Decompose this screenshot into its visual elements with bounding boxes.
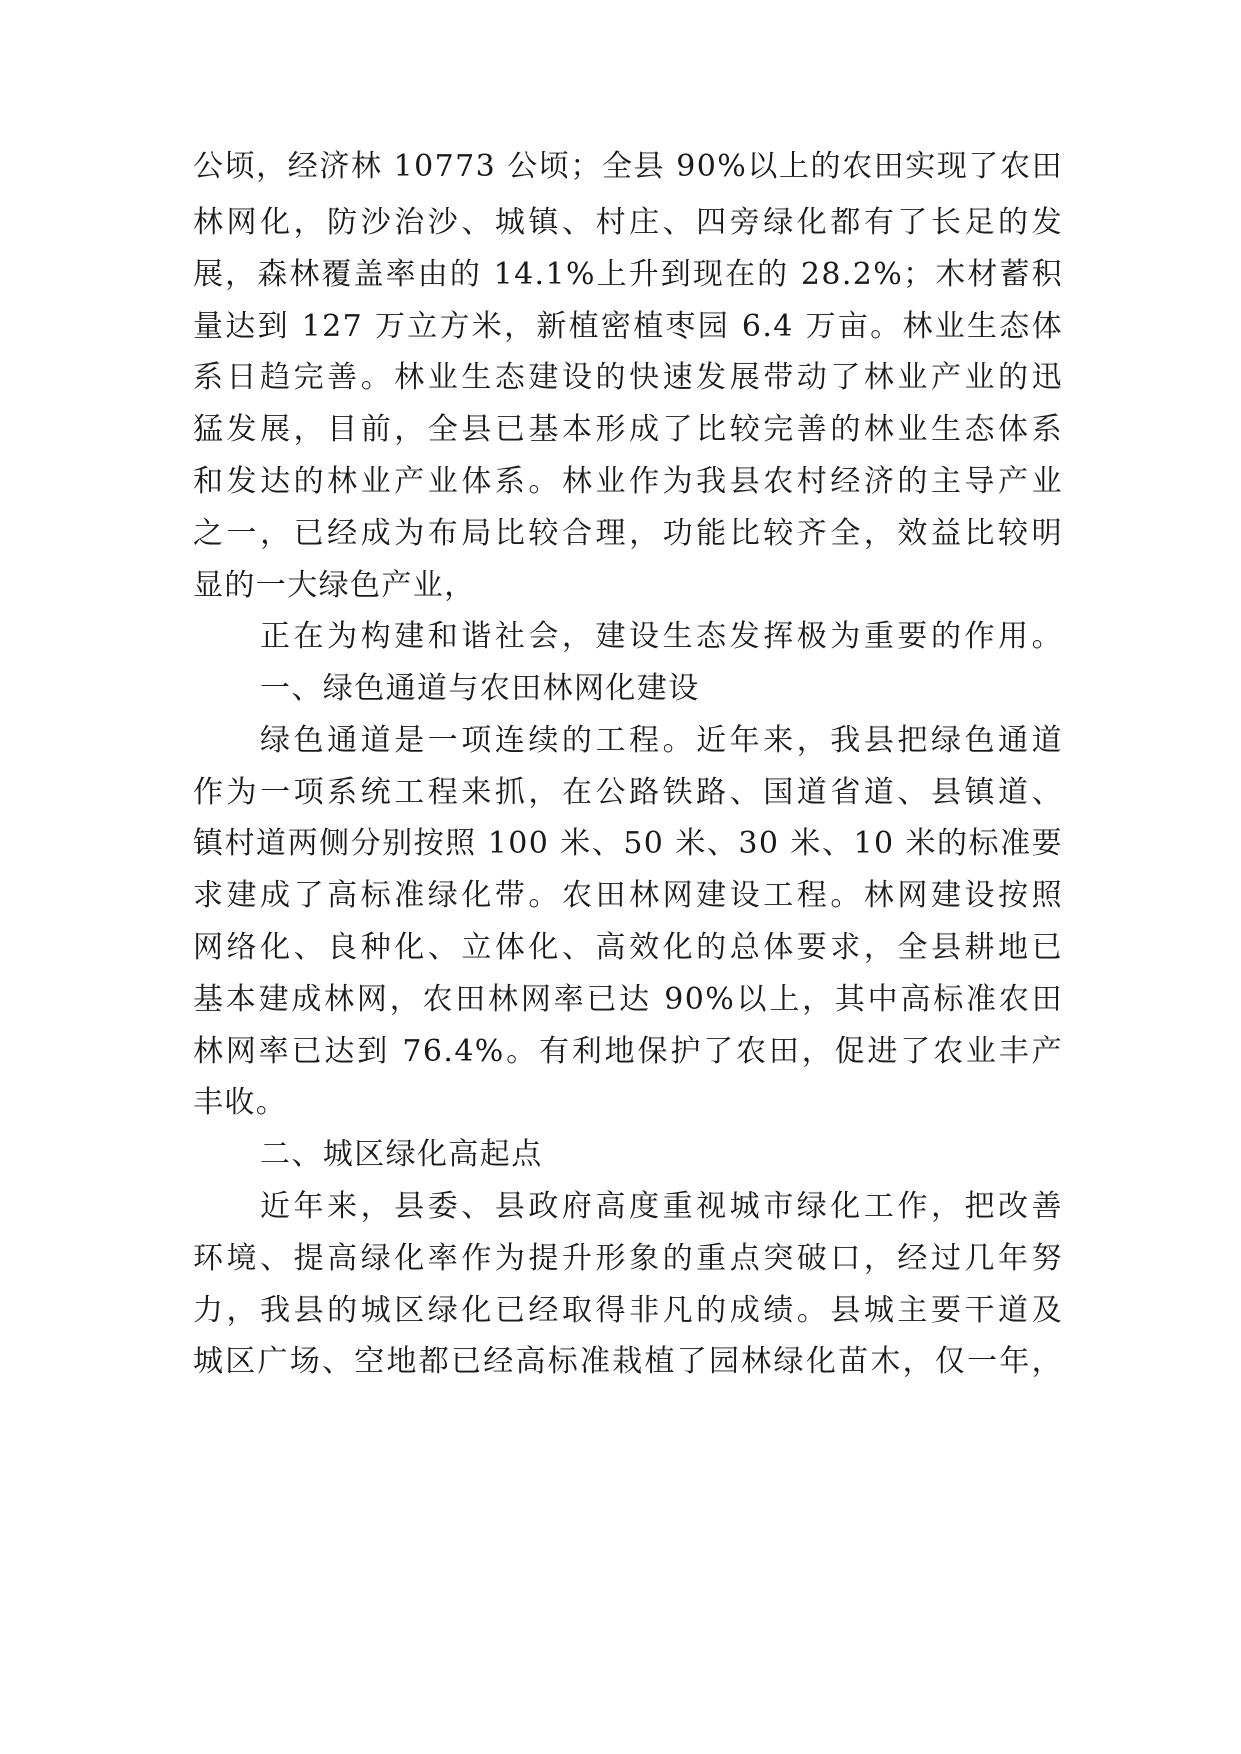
body-text-line: 量达到 127 万立方米，新植密植枣园 6.4 万亩。林业生态体 <box>193 309 1063 344</box>
body-text-line: 力，我县的城区绿化已经取得非凡的成绩。县城主要干道及 <box>193 1293 1063 1328</box>
body-text-line: 展，森林覆盖率由的 14.1%上升到现在的 28.2%；木材蓄积 <box>193 257 1063 292</box>
body-text-line: 网络化、良种化、立体化、高效化的总体要求，全县耕地已 <box>193 930 1063 965</box>
paragraph-first-line: 绿色通道是一项连续的工程。近年来，我县把绿色通道 <box>260 723 1063 758</box>
body-text-line: 作为一项系统工程来抓，在公路铁路、国道省道、县镇道、 <box>193 775 1063 810</box>
body-text-line: 镇村道两侧分别按照 100 米、50 米、30 米、10 米的标准要 <box>193 826 1063 861</box>
body-text-line: 系日趋完善。林业生态建设的快速发展带动了林业产业的迅 <box>193 360 1063 395</box>
paragraph-first-line: 近年来，县委、县政府高度重视城市绿化工作，把改善 <box>260 1189 1063 1224</box>
body-text-line: 城区广场、空地都已经高标准栽植了园林绿化苗木，仅一年， <box>193 1344 1063 1379</box>
body-text-line: 求建成了高标准绿化带。农田林网建设工程。林网建设按照 <box>193 878 1063 913</box>
body-text-line: 显的一大绿色产业， <box>193 568 476 603</box>
body-text-line: 林网率已达到 76.4%。有利地保护了农田，促进了农业丰产 <box>193 1034 1063 1069</box>
section-heading: 一、绿色通道与农田林网化建设 <box>260 671 700 706</box>
body-text-line: 环境、提高绿化率作为提升形象的重点突破口，经过几年努 <box>193 1241 1063 1276</box>
section-heading: 二、城区绿化高起点 <box>260 1137 543 1172</box>
paragraph-first-line: 正在为构建和谐社会，建设生态发挥极为重要的作用。 <box>260 619 1063 654</box>
body-text-line: 和发达的林业产业体系。林业作为我县农村经济的主导产业 <box>193 464 1063 499</box>
body-text-line: 之一，已经成为布局比较合理，功能比较齐全，效益比较明 <box>193 516 1063 551</box>
body-text-line: 基本建成林网，农田林网率已达 90%以上，其中高标准农田 <box>193 982 1063 1017</box>
body-text-line: 丰收。 <box>193 1085 288 1120</box>
body-text-line: 猛发展，目前，全县已基本形成了比较完善的林业生态体系 <box>193 412 1063 447</box>
body-text-line: 公顷，经济林 10773 公顷；全县 90%以上的农田实现了农田 <box>193 149 1063 184</box>
body-text-line: 林网化，防沙治沙、城镇、村庄、四旁绿化都有了长足的发 <box>193 205 1063 240</box>
